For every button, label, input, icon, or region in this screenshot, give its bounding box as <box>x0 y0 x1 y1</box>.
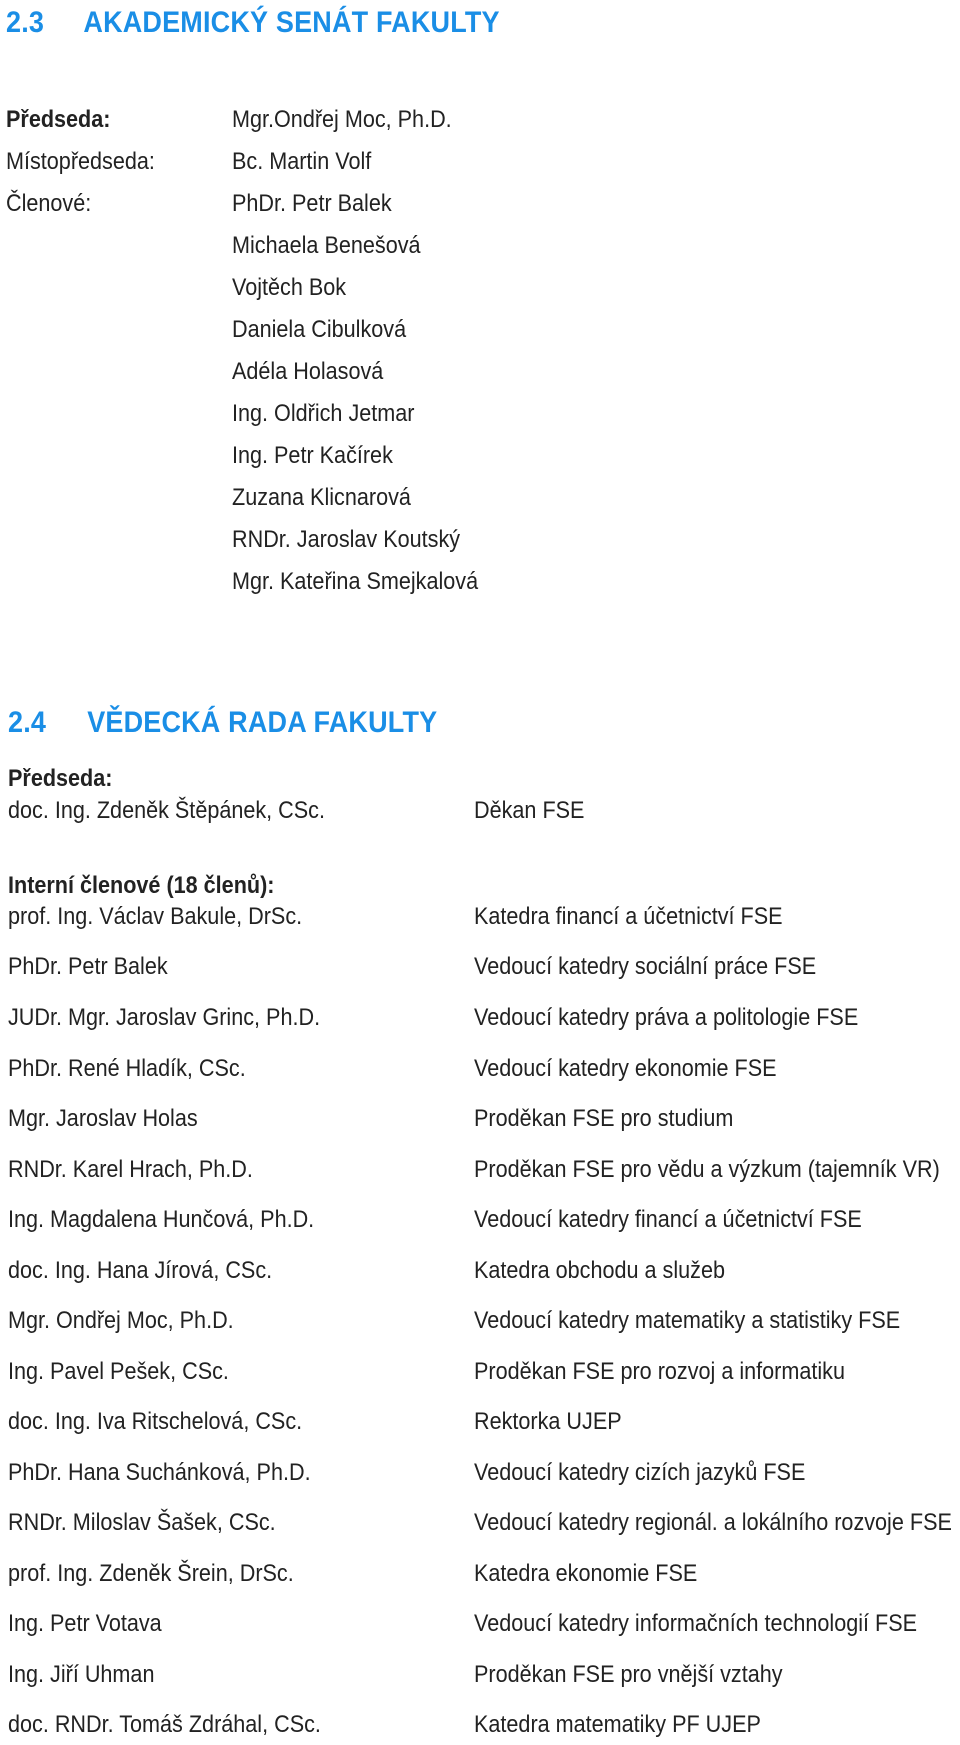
senate-vice-label: Místopředseda: <box>6 148 155 175</box>
member-role: Vedoucí katedry ekonomie FSE <box>474 1055 777 1082</box>
member-name: Ing. Petr Votava <box>8 1610 162 1637</box>
member-role: Rektorka UJEP <box>474 1408 622 1435</box>
list-item: RNDr. Jaroslav Koutský <box>232 526 461 553</box>
senate-chair-name: Mgr.Ondřej Moc, Ph.D. <box>232 106 452 133</box>
member-name: Ing. Magdalena Hunčová, Ph.D. <box>8 1206 315 1233</box>
council-section-number: 2.4 <box>8 706 47 739</box>
senate-section-number: 2.3 <box>6 6 45 39</box>
member-name: doc. RNDr. Tomáš Zdráhal, CSc. <box>8 1711 321 1738</box>
senate-heading <box>6 6 500 40</box>
member-name: prof. Ing. Zdeněk Šrein, DrSc. <box>8 1560 294 1587</box>
member-name: doc. Ing. Iva Ritschelová, CSc. <box>8 1408 303 1435</box>
member-role: Vedoucí katedry práva a politologie FSE <box>474 1004 859 1031</box>
list-item: Daniela Cibulková <box>232 316 407 343</box>
senate-chair-label: Předseda: <box>6 106 111 133</box>
council-chair-name: doc. Ing. Zdeněk Štěpánek, CSc. <box>8 797 325 824</box>
member-role: Vedoucí katedry informačních technologií FSE <box>474 1610 918 1637</box>
list-item: Zuzana Klicnarová <box>232 484 411 511</box>
member-role: Proděkan FSE pro studium <box>474 1105 734 1132</box>
member-role: Proděkan FSE pro rozvoj a informatiku <box>474 1358 845 1385</box>
member-name: Ing. Pavel Pešek, CSc. <box>8 1358 229 1385</box>
member-name: PhDr. René Hladík, CSc. <box>8 1055 246 1082</box>
member-role: Vedoucí katedry financí a účetnictví FSE <box>474 1206 862 1233</box>
council-heading <box>8 706 437 740</box>
member-name: RNDr. Karel Hrach, Ph.D. <box>8 1156 253 1183</box>
council-section-title: VĚDECKÁ RADA FAKULTY <box>87 706 438 739</box>
senate-section-title: AKADEMICKÝ SENÁT FAKULTY <box>83 6 500 39</box>
member-name: PhDr. Petr Balek <box>8 953 168 980</box>
member-role: Vedoucí katedry cizích jazyků FSE <box>474 1459 806 1486</box>
council-chair-label: Předseda: <box>8 765 113 792</box>
list-item: PhDr. Petr Balek <box>232 190 392 217</box>
list-item: Ing. Petr Kačírek <box>232 442 393 469</box>
member-role: Katedra ekonomie FSE <box>474 1560 698 1587</box>
member-name: prof. Ing. Václav Bakule, DrSc. <box>8 903 303 930</box>
member-role: Proděkan FSE pro vnější vztahy <box>474 1661 783 1688</box>
member-name: Mgr. Ondřej Moc, Ph.D. <box>8 1307 234 1334</box>
member-name: RNDr. Miloslav Šašek, CSc. <box>8 1509 276 1536</box>
member-role: Katedra obchodu a služeb <box>474 1257 725 1284</box>
member-name: Ing. Jiří Uhman <box>8 1661 155 1688</box>
list-item: Adéla Holasová <box>232 358 384 385</box>
list-item: Mgr. Kateřina Smejkalová <box>232 568 479 595</box>
list-item: Michaela Benešová <box>232 232 421 259</box>
list-item: Vojtěch Bok <box>232 274 347 301</box>
senate-vice-name: Bc. Martin Volf <box>232 148 372 175</box>
member-role: Katedra matematiky PF UJEP <box>474 1711 761 1738</box>
member-role: Katedra financí a účetnictví FSE <box>474 903 783 930</box>
member-role: Vedoucí katedry regionál. a lokálního rozvoje FSE <box>474 1509 952 1536</box>
senate-members-label: Členové: <box>6 190 92 217</box>
member-name: JUDr. Mgr. Jaroslav Grinc, Ph.D. <box>8 1004 321 1031</box>
member-role: Vedoucí katedry matematiky a statistiky FSE <box>474 1307 901 1334</box>
member-name: doc. Ing. Hana Jírová, CSc. <box>8 1257 273 1284</box>
council-internal-label: Interní členové (18 členů): <box>8 872 275 899</box>
member-role: Proděkan FSE pro vědu a výzkum (tajemník VR) <box>474 1156 940 1183</box>
council-chair-role: Děkan FSE <box>474 797 585 824</box>
member-role: Vedoucí katedry sociální práce FSE <box>474 953 817 980</box>
member-name: Mgr. Jaroslav Holas <box>8 1105 198 1132</box>
member-name: PhDr. Hana Suchánková, Ph.D. <box>8 1459 311 1486</box>
list-item: Ing. Oldřich Jetmar <box>232 400 415 427</box>
